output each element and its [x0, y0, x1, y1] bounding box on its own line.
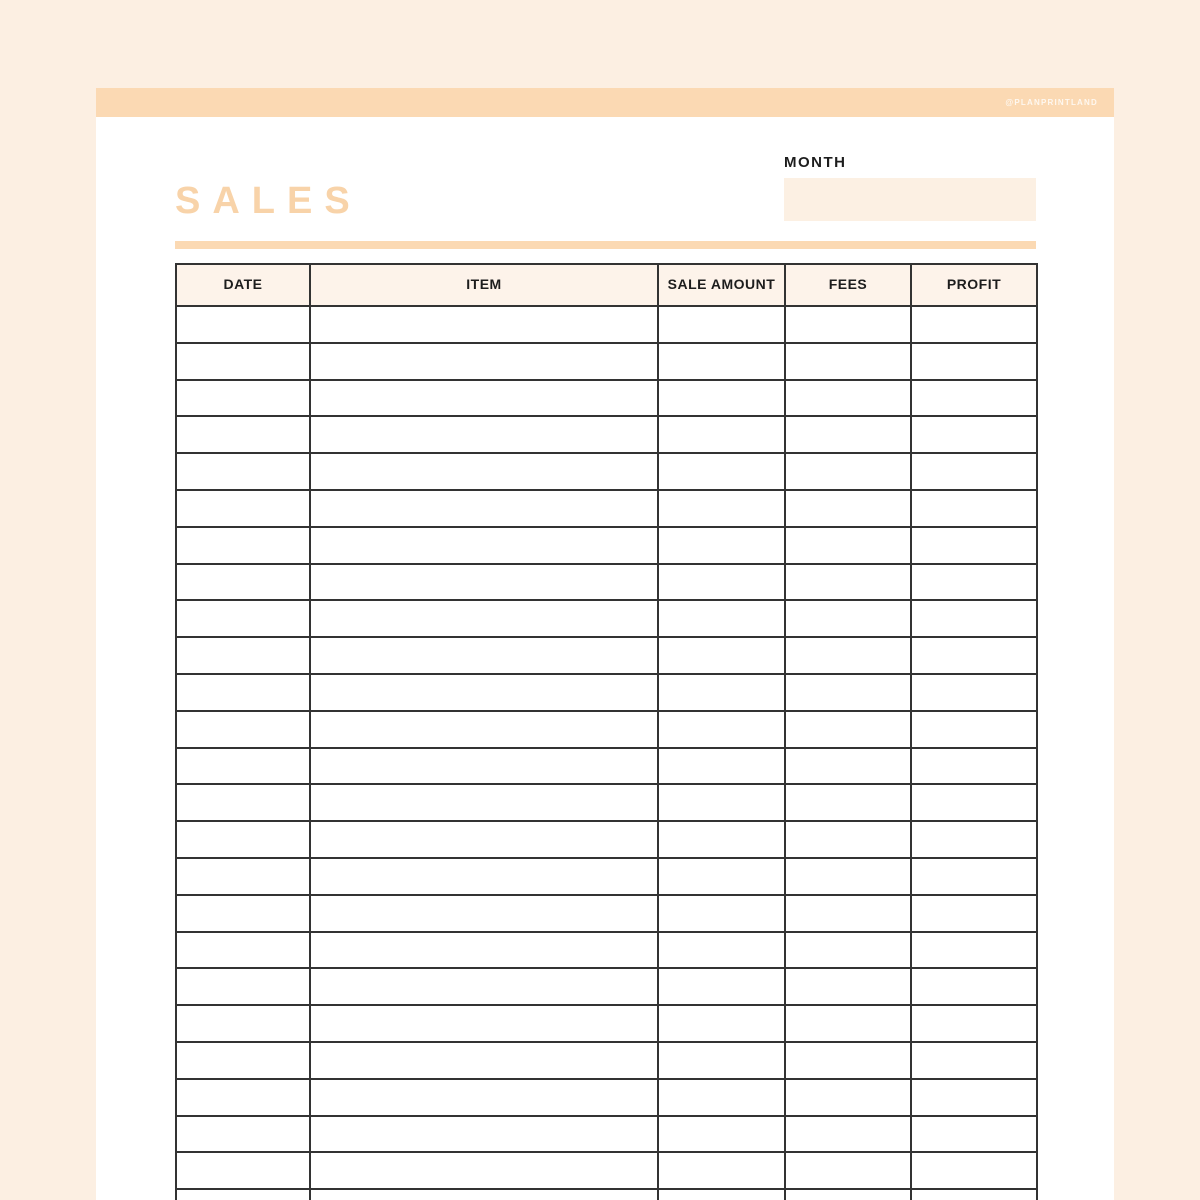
table-row	[176, 821, 1037, 858]
cell-item[interactable]	[310, 1042, 658, 1079]
header-cell-date: DATE	[176, 264, 310, 306]
cell-fees[interactable]	[785, 895, 911, 932]
cell-sale-amount[interactable]	[658, 1152, 785, 1189]
cell-profit[interactable]	[911, 711, 1037, 748]
cell-profit[interactable]	[911, 343, 1037, 380]
cell-date[interactable]	[176, 380, 310, 417]
cell-date[interactable]	[176, 490, 310, 527]
cell-fees[interactable]	[785, 821, 911, 858]
cell-sale-amount[interactable]	[658, 895, 785, 932]
table-row	[176, 1152, 1037, 1189]
cell-date[interactable]	[176, 453, 310, 490]
cell-date[interactable]	[176, 1005, 310, 1042]
table-row	[176, 895, 1037, 932]
cell-fees[interactable]	[785, 380, 911, 417]
cell-profit[interactable]	[911, 674, 1037, 711]
cell-fees[interactable]	[785, 1042, 911, 1079]
cell-profit[interactable]	[911, 1189, 1037, 1200]
cell-profit[interactable]	[911, 637, 1037, 674]
table-row	[176, 306, 1037, 343]
cell-date[interactable]	[176, 637, 310, 674]
cell-profit[interactable]	[911, 1116, 1037, 1153]
cell-date[interactable]	[176, 858, 310, 895]
cell-date[interactable]	[176, 895, 310, 932]
cell-item[interactable]	[310, 416, 658, 453]
cell-date[interactable]	[176, 416, 310, 453]
cell-fees[interactable]	[785, 1005, 911, 1042]
table-row	[176, 637, 1037, 674]
cell-item[interactable]	[310, 1005, 658, 1042]
cell-item[interactable]	[310, 380, 658, 417]
cell-sale-amount[interactable]	[658, 748, 785, 785]
cell-date[interactable]	[176, 1152, 310, 1189]
table-row	[176, 674, 1037, 711]
cell-date[interactable]	[176, 343, 310, 380]
cell-sale-amount[interactable]	[658, 416, 785, 453]
cell-sale-amount[interactable]	[658, 711, 785, 748]
table-body	[176, 306, 1037, 1200]
cell-fees[interactable]	[785, 453, 911, 490]
header-cell-item: ITEM	[310, 264, 658, 306]
cell-profit[interactable]	[911, 895, 1037, 932]
cell-date[interactable]	[176, 821, 310, 858]
top-banner	[96, 88, 1114, 117]
cell-fees[interactable]	[785, 600, 911, 637]
cell-item[interactable]	[310, 968, 658, 1005]
cell-profit[interactable]	[911, 380, 1037, 417]
cell-sale-amount[interactable]	[658, 1116, 785, 1153]
page-title: SALES	[175, 180, 362, 222]
cell-sale-amount[interactable]	[658, 527, 785, 564]
cell-profit[interactable]	[911, 416, 1037, 453]
cell-fees[interactable]	[785, 1079, 911, 1116]
cell-profit[interactable]	[911, 564, 1037, 601]
cell-date[interactable]	[176, 711, 310, 748]
table-row	[176, 1116, 1037, 1153]
cell-date[interactable]	[176, 1116, 310, 1153]
table-row	[176, 343, 1037, 380]
cell-sale-amount[interactable]	[658, 932, 785, 969]
cell-profit[interactable]	[911, 1152, 1037, 1189]
cell-item[interactable]	[310, 453, 658, 490]
cell-fees[interactable]	[785, 564, 911, 601]
table-row	[176, 1189, 1037, 1200]
cell-sale-amount[interactable]	[658, 674, 785, 711]
sales-table	[175, 263, 1038, 1200]
cell-sale-amount[interactable]	[658, 380, 785, 417]
cell-sale-amount[interactable]	[658, 1042, 785, 1079]
header-cell-sale-amount: SALE AMOUNT	[658, 264, 785, 306]
cell-date[interactable]	[176, 1079, 310, 1116]
header-cell-fees: FEES	[785, 264, 911, 306]
cell-item[interactable]	[310, 932, 658, 969]
cell-item[interactable]	[310, 637, 658, 674]
cell-item[interactable]	[310, 1079, 658, 1116]
cell-fees[interactable]	[785, 306, 911, 343]
cell-sale-amount[interactable]	[658, 343, 785, 380]
cell-date[interactable]	[176, 306, 310, 343]
month-label: MONTH	[784, 154, 847, 171]
watermark-text: @PLANPRINTLAND	[1005, 98, 1098, 107]
cell-profit[interactable]	[911, 527, 1037, 564]
table-row	[176, 564, 1037, 601]
cell-item[interactable]	[310, 821, 658, 858]
table-row	[176, 711, 1037, 748]
cell-date[interactable]	[176, 600, 310, 637]
cell-sale-amount[interactable]	[658, 968, 785, 1005]
cell-date[interactable]	[176, 968, 310, 1005]
cell-fees[interactable]	[785, 1189, 911, 1200]
table-row	[176, 968, 1037, 1005]
cell-profit[interactable]	[911, 748, 1037, 785]
cell-item[interactable]	[310, 858, 658, 895]
cell-sale-amount[interactable]	[658, 1005, 785, 1042]
cell-sale-amount[interactable]	[658, 637, 785, 674]
cell-item[interactable]	[310, 564, 658, 601]
cell-sale-amount[interactable]	[658, 490, 785, 527]
cell-date[interactable]	[176, 564, 310, 601]
header-cell-profit: PROFIT	[911, 264, 1037, 306]
cell-date[interactable]	[176, 748, 310, 785]
cell-sale-amount[interactable]	[658, 306, 785, 343]
cell-date[interactable]	[176, 1042, 310, 1079]
cell-item[interactable]	[310, 343, 658, 380]
cell-date[interactable]	[176, 527, 310, 564]
month-input[interactable]	[784, 178, 1036, 221]
cell-sale-amount[interactable]	[658, 600, 785, 637]
cell-fees[interactable]	[785, 858, 911, 895]
cell-fees[interactable]	[785, 784, 911, 821]
cell-sale-amount[interactable]	[658, 1079, 785, 1116]
table-row	[176, 490, 1037, 527]
table-row	[176, 784, 1037, 821]
table-header-row	[176, 264, 1037, 306]
divider-bar	[175, 241, 1036, 249]
cell-sale-amount[interactable]	[658, 821, 785, 858]
cell-profit[interactable]	[911, 453, 1037, 490]
document-page	[96, 88, 1114, 1200]
cell-item[interactable]	[310, 600, 658, 637]
cell-profit[interactable]	[911, 784, 1037, 821]
cell-fees[interactable]	[785, 968, 911, 1005]
cell-profit[interactable]	[911, 968, 1037, 1005]
cell-fees[interactable]	[785, 748, 911, 785]
table-row	[176, 453, 1037, 490]
cell-fees[interactable]	[785, 1152, 911, 1189]
cell-profit[interactable]	[911, 600, 1037, 637]
cell-sale-amount[interactable]	[658, 784, 785, 821]
cell-item[interactable]	[310, 1152, 658, 1189]
cell-sale-amount[interactable]	[658, 564, 785, 601]
table-row	[176, 858, 1037, 895]
cell-item[interactable]	[310, 527, 658, 564]
cell-fees[interactable]	[785, 711, 911, 748]
table-row	[176, 1005, 1037, 1042]
cell-profit[interactable]	[911, 490, 1037, 527]
cell-fees[interactable]	[785, 490, 911, 527]
cell-profit[interactable]	[911, 858, 1037, 895]
cell-sale-amount[interactable]	[658, 1189, 785, 1200]
cell-item[interactable]	[310, 490, 658, 527]
cell-fees[interactable]	[785, 674, 911, 711]
cell-date[interactable]	[176, 1189, 310, 1200]
cell-fees[interactable]	[785, 1116, 911, 1153]
cell-profit[interactable]	[911, 1079, 1037, 1116]
cell-fees[interactable]	[785, 527, 911, 564]
cell-date[interactable]	[176, 674, 310, 711]
cell-sale-amount[interactable]	[658, 858, 785, 895]
cell-profit[interactable]	[911, 932, 1037, 969]
table-row	[176, 600, 1037, 637]
cell-fees[interactable]	[785, 637, 911, 674]
table-row	[176, 380, 1037, 417]
cell-profit[interactable]	[911, 306, 1037, 343]
cell-item[interactable]	[310, 895, 658, 932]
table-row	[176, 932, 1037, 969]
cell-fees[interactable]	[785, 416, 911, 453]
cell-sale-amount[interactable]	[658, 453, 785, 490]
table-row	[176, 527, 1037, 564]
cell-date[interactable]	[176, 932, 310, 969]
cell-item[interactable]	[310, 306, 658, 343]
cell-profit[interactable]	[911, 1042, 1037, 1079]
cell-profit[interactable]	[911, 1005, 1037, 1042]
table-row	[176, 1079, 1037, 1116]
cell-profit[interactable]	[911, 821, 1037, 858]
cell-fees[interactable]	[785, 932, 911, 969]
cell-date[interactable]	[176, 784, 310, 821]
cell-item[interactable]	[310, 674, 658, 711]
cell-item[interactable]	[310, 1189, 658, 1200]
cell-item[interactable]	[310, 1116, 658, 1153]
table-row	[176, 1042, 1037, 1079]
cell-item[interactable]	[310, 711, 658, 748]
cell-fees[interactable]	[785, 343, 911, 380]
table-row	[176, 416, 1037, 453]
cell-item[interactable]	[310, 784, 658, 821]
cell-item[interactable]	[310, 748, 658, 785]
table-row	[176, 748, 1037, 785]
